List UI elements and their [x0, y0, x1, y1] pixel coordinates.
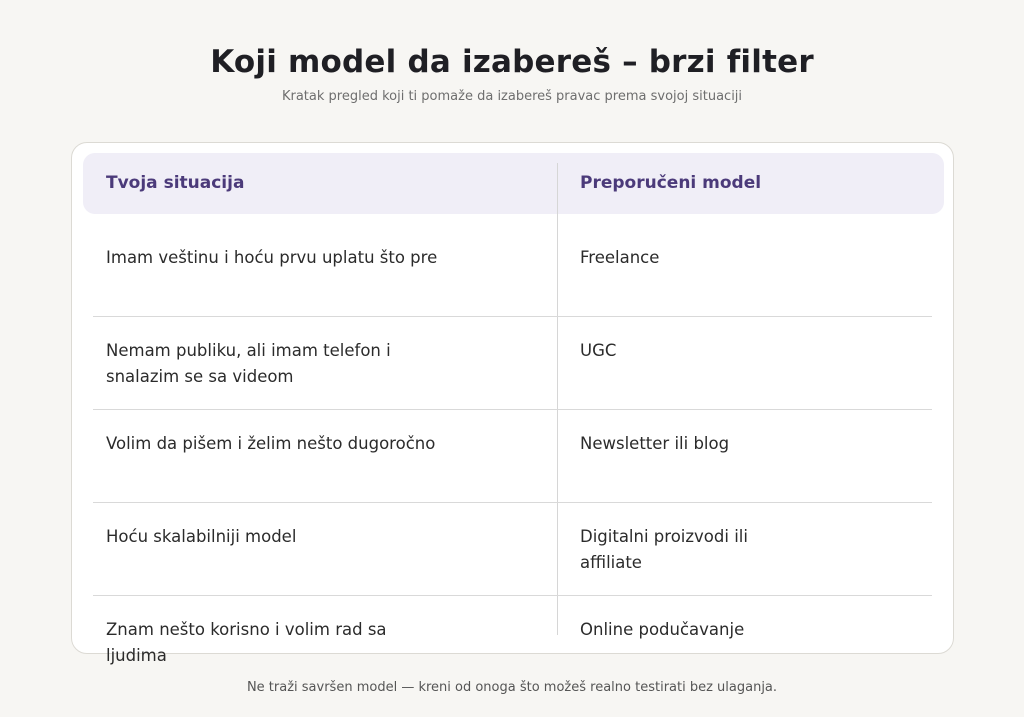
situation-cell: Znam nešto korisno i volim rad sa ljudima	[106, 620, 387, 665]
situation-cell: Nemam publiku, ali imam telefon i snalazim se sa videom	[106, 341, 391, 386]
table-row	[93, 224, 932, 317]
table-row	[93, 317, 932, 410]
model-cell: Freelance	[580, 248, 660, 267]
situation-cell: Imam veštinu i hoću prvu uplatu što pre	[106, 248, 438, 267]
comparison-table	[71, 142, 954, 665]
table-row	[93, 503, 932, 596]
column-header-situation: Tvoja situacija	[106, 173, 245, 193]
table-row	[93, 596, 932, 689]
page-subtitle: Kratak pregled koji ti pomaže da izabereš pravac prema svojoj situaciji	[281, 89, 743, 104]
model-cell: Online podučavanje	[580, 620, 745, 639]
model-cell: UGC	[580, 341, 617, 360]
situation-cell: Volim da pišem i želim nešto dugoročno	[106, 434, 436, 453]
page-title: Koji model da izabereš – brzi filter	[210, 44, 814, 80]
table-header	[83, 153, 944, 214]
situation-cell: Hoću skalabilniji model	[106, 527, 297, 546]
column-header-model: Preporučeni model	[580, 173, 762, 193]
model-cell: Newsletter ili blog	[580, 434, 730, 453]
footer-note: Ne traži savršen model — kreni od onoga što možeš realno testirati bez ulaganja.	[246, 680, 778, 695]
table-row	[93, 410, 932, 503]
model-cell: Digitalni proizvodi ili affiliate	[580, 527, 748, 572]
